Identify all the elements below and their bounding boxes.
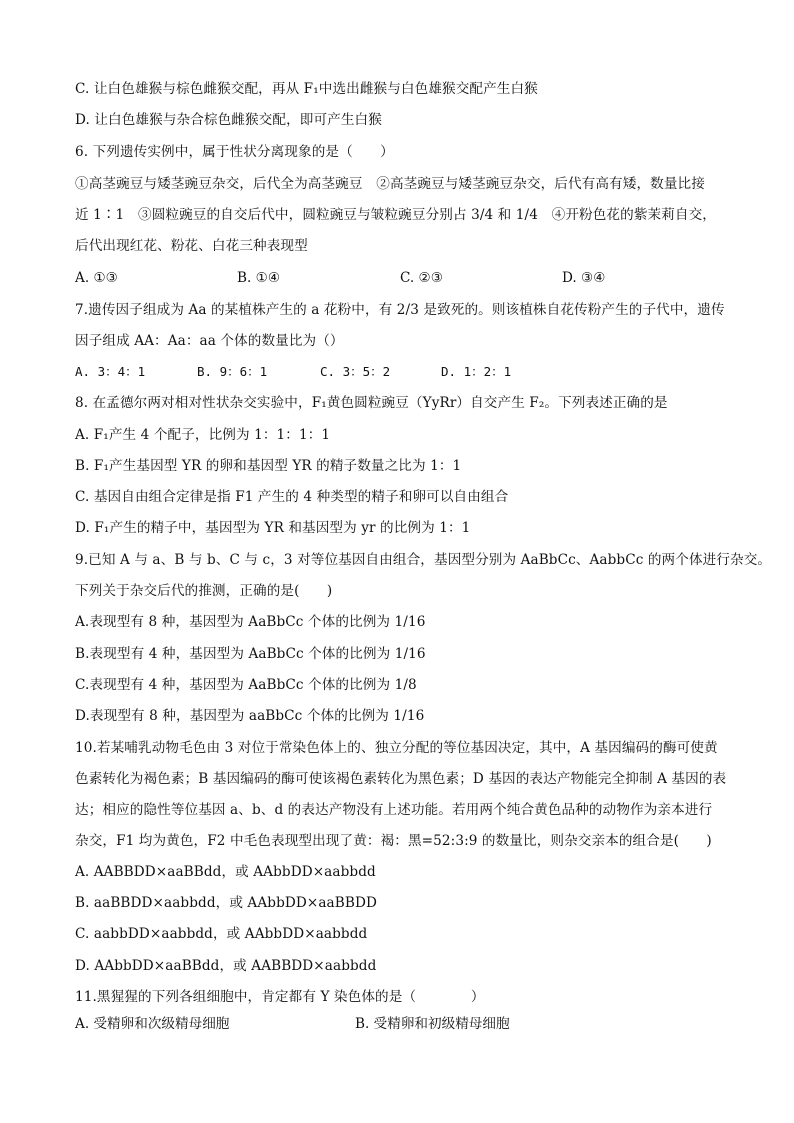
q10-stem-line-3: 达；相应的隐性等位基因 a、b、d 的表达产物没有上述功能。若用两个纯合黄色品种的动物作为亲本进行 (75, 802, 713, 818)
q10-stem-line-2: 色素转化为褐色素；B 基因编码的酶可使该褐色素转化为黑色素；D 基因的表达产物能完全抑制 A 基因的表 (75, 771, 727, 787)
q9-option-d: D.表现型有 8 种，基因型为 aaBbCc 个体的比例为 1/16 (75, 708, 425, 724)
q5-option-d: D. 让白色雄猴与杂合棕色雌猴交配，即可产生白猴 (75, 112, 382, 128)
q9-stem-line-1: 9.已知 A 与 a、B 与 b、C 与 c，3 对等位基因自由组合，基因型分别为 AaBbCc、AabbCc 的两个体进行杂交。 (75, 552, 772, 568)
q8-option-a: A. F₁产生 4 个配子，比例为 1：1：1：1 (75, 427, 331, 443)
q8-option-b: B. F₁产生基因型 YR 的卵和基因型 YR 的精子数量之比为 1：1 (75, 458, 462, 474)
q8-stem: 8. 在孟德尔两对相对性状杂交实验中，F₁黄色圆粒豌豆（YyRr）自交产生 F₂。下列表述正确的是 (75, 395, 668, 411)
q11-stem: 11.黑猩猩的下列各组细胞中，肯定都有 Y 染色体的是（ ） (75, 989, 485, 1005)
q5-option-c: C. 让白色雄猴与棕色雌猴交配，再从 F₁中选出雌猴与白色雄猴交配产生白猴 (75, 81, 538, 97)
q6-option-d: D. ③④ (562, 270, 606, 286)
q11-option-b: B. 受精卵和初级精母细胞 (355, 1016, 510, 1032)
q9-stem-line-2: 下列关于杂交后代的推测，正确的是( ) (75, 583, 333, 599)
q10-stem-line-4: 杂交，F1 均为黄色，F2 中毛色表现型出现了黄：褐：黑=52:3:9 的数量比，则杂交亲本的组合是( ) (75, 833, 712, 849)
q6-text-line-1: ①高茎豌豆与矮茎豌豆杂交，后代全为高茎豌豆 ②高茎豌豆与矮茎豌豆杂交，后代有高有矮，数量比接 (75, 176, 705, 192)
q10-option-a: A. AABBDD×aaBBdd，或 AAbbDD×aabbdd (75, 864, 376, 880)
q11-option-a: A. 受精卵和次级精母细胞 (75, 1016, 230, 1032)
q11-options (75, 1014, 735, 1034)
q7-options (75, 362, 735, 382)
q6-text-line-2: 近 1∶1 ③圆粒豌豆的自交后代中，圆粒豌豆与皱粒豌豆分别占 3/4 和 1/4 ④开粉色花的紫茉莉自交， (75, 207, 716, 223)
q6-option-b: B. ①④ (237, 270, 281, 286)
q10-stem-line-1: 10.若某哺乳动物毛色由 3 对位于常染色体上的、独立分配的等位基因决定，其中，A 基因编码的酶可使黄 (75, 740, 718, 756)
q9-option-a: A.表现型有 8 种，基因型为 AaBbCc 个体的比例为 1/16 (75, 614, 426, 630)
q6-text-line-3: 后代出现红花、粉花、白花三种表现型 (75, 238, 308, 254)
q10-option-b: B. aaBBDD×aabbdd，或 AAbbDD×aaBBDD (75, 895, 377, 911)
q9-option-c: C.表现型有 4 种，基因型为 AaBbCc 个体的比例为 1/8 (75, 677, 417, 693)
q6-options (75, 268, 735, 288)
q9-option-b: B.表现型有 4 种，基因型为 AaBbCc 个体的比例为 1/16 (75, 646, 426, 662)
q8-option-d: D. F₁产生的精子中，基因型为 YR 和基因型为 yr 的比例为 1：1 (75, 520, 471, 536)
q7-option-a: A. 3：4：1 (75, 364, 146, 379)
q6-option-a: A. ①③ (75, 270, 118, 286)
q6-option-c: C. ②③ (400, 270, 443, 286)
q7-option-c: C. 3：5：2 (320, 364, 391, 379)
q7-stem-line-1: 7.遗传因子组成为 Aa 的某植株产生的 a 花粉中，有 2/3 是致死的。则该植株自花传粉产生的子代中，遗传 (75, 302, 725, 318)
q10-option-d: D. AAbbDD×aaBBdd，或 AABBDD×aabbdd (75, 958, 377, 974)
q7-option-b: B. 9：6：1 (197, 364, 268, 379)
q8-option-c: C. 基因自由组合定律是指 F1 产生的 4 种类型的精子和卵可以自由组合 (75, 489, 509, 505)
q6-stem: 6. 下列遗传实例中，属于性状分离现象的是（ ） (75, 144, 394, 160)
q7-stem-line-2: 因子组成 AA：Aa：aa 个体的数量比为（） (75, 333, 344, 349)
q7-option-d: D. 1：2：1 (441, 364, 512, 379)
q10-option-c: C. aabbDD×aabbdd，或 AAbbDD×aabbdd (75, 926, 368, 942)
